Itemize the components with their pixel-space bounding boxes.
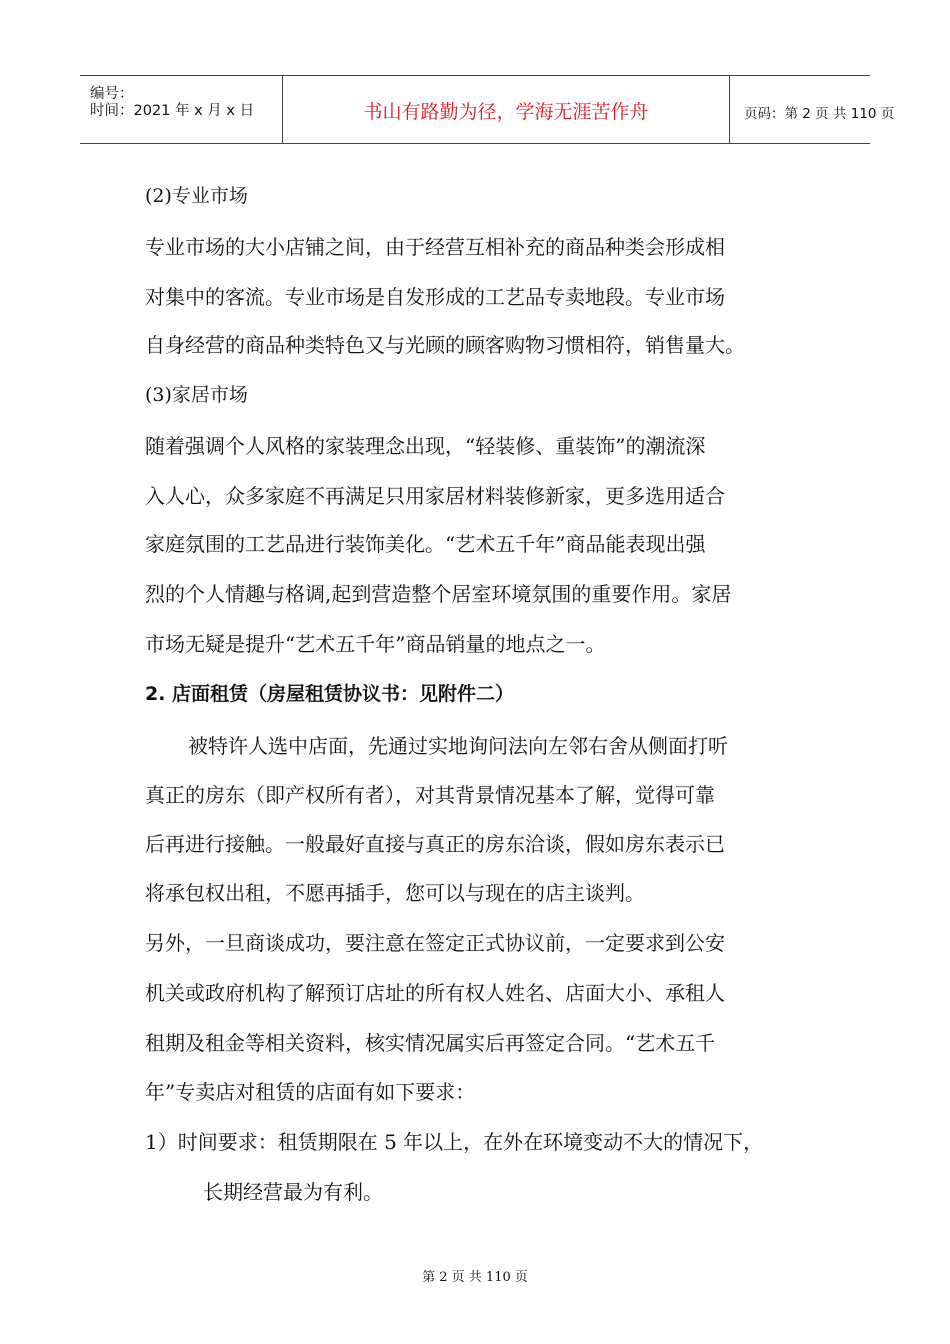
body-line: 专业市场的大小店铺之间，由于经营互相补充的商品种类会形成相 (145, 235, 725, 259)
page-footer: 第 2 页 共 110 页 (422, 1270, 528, 1285)
document-time-label: 时间：2021 年 x 月 x 日 (90, 103, 255, 119)
document-header (80, 75, 895, 144)
list-item-continuation: 长期经营最为有利。 (203, 1180, 383, 1204)
body-line: 租期及租金等相关资料，核实情况属实后再签定合同。“艺术五千 (145, 1031, 716, 1055)
document-number-label: 编号： (90, 86, 134, 102)
header-meta-cell (80, 76, 283, 143)
body-line: 将承包权出租，不愿再插手，您可以与现在的店主谈判。 (145, 881, 645, 905)
body-line: 后再进行接触。一般最好直接与真正的房东洽谈，假如房东表示已 (145, 832, 725, 856)
body-line: 被特许人选中店面，先通过实地询问法向左邻右舍从侧面打听 (188, 734, 728, 758)
body-line: 真正的房东（即产权所有者），对其背景情况基本了解，觉得可靠 (145, 783, 715, 807)
list-item: 1）时间要求：租赁期限在 5 年以上，在外在环境变动不大的情况下， (145, 1130, 764, 1154)
body-line: 机关或政府机构了解预订店址的所有权人姓名、店面大小、承租人 (145, 981, 725, 1005)
bold-section-heading: 2. 店面租赁（房屋租赁协议书：见附件二） (145, 683, 515, 705)
body-line: 自身经营的商品种类特色又与光顾的顾客购物习惯相符，销售量大。 (145, 333, 745, 357)
body-line: 入人心，众多家庭不再满足只用家居材料装修新家，更多选用适合 (145, 484, 725, 508)
body-line: 年”专卖店对租赁的店面有如下要求： (145, 1080, 476, 1104)
body-line: 另外，一旦商谈成功，要注意在签定正式协议前，一定要求到公安 (145, 931, 725, 955)
body-line: 市场无疑是提升“艺术五千年”商品销量的地点之一。 (145, 632, 606, 656)
header-page-cell (730, 76, 895, 143)
header-page-label: 页码：第 2 页 共 110 页 (744, 106, 895, 122)
section-heading: (3)家居市场 (145, 384, 248, 406)
section-heading: (2)专业市场 (145, 185, 248, 207)
body-line: 烈的个人情趣与格调,起到营造整个居室环境氛围的重要作用。家居 (145, 582, 732, 606)
header-motto-cell (283, 76, 730, 143)
body-line: 随着强调个人风格的家装理念出现，“轻装修、重装饰”的潮流深 (145, 434, 706, 458)
body-line: 家庭氛围的工艺品进行装饰美化。“艺术五千年”商品能表现出强 (145, 532, 706, 556)
body-line: 对集中的客流。专业市场是自发形成的工艺品专卖地段。专业市场 (145, 285, 725, 309)
header-motto: 书山有路勤为径，学海无涯苦作舟 (363, 101, 649, 123)
